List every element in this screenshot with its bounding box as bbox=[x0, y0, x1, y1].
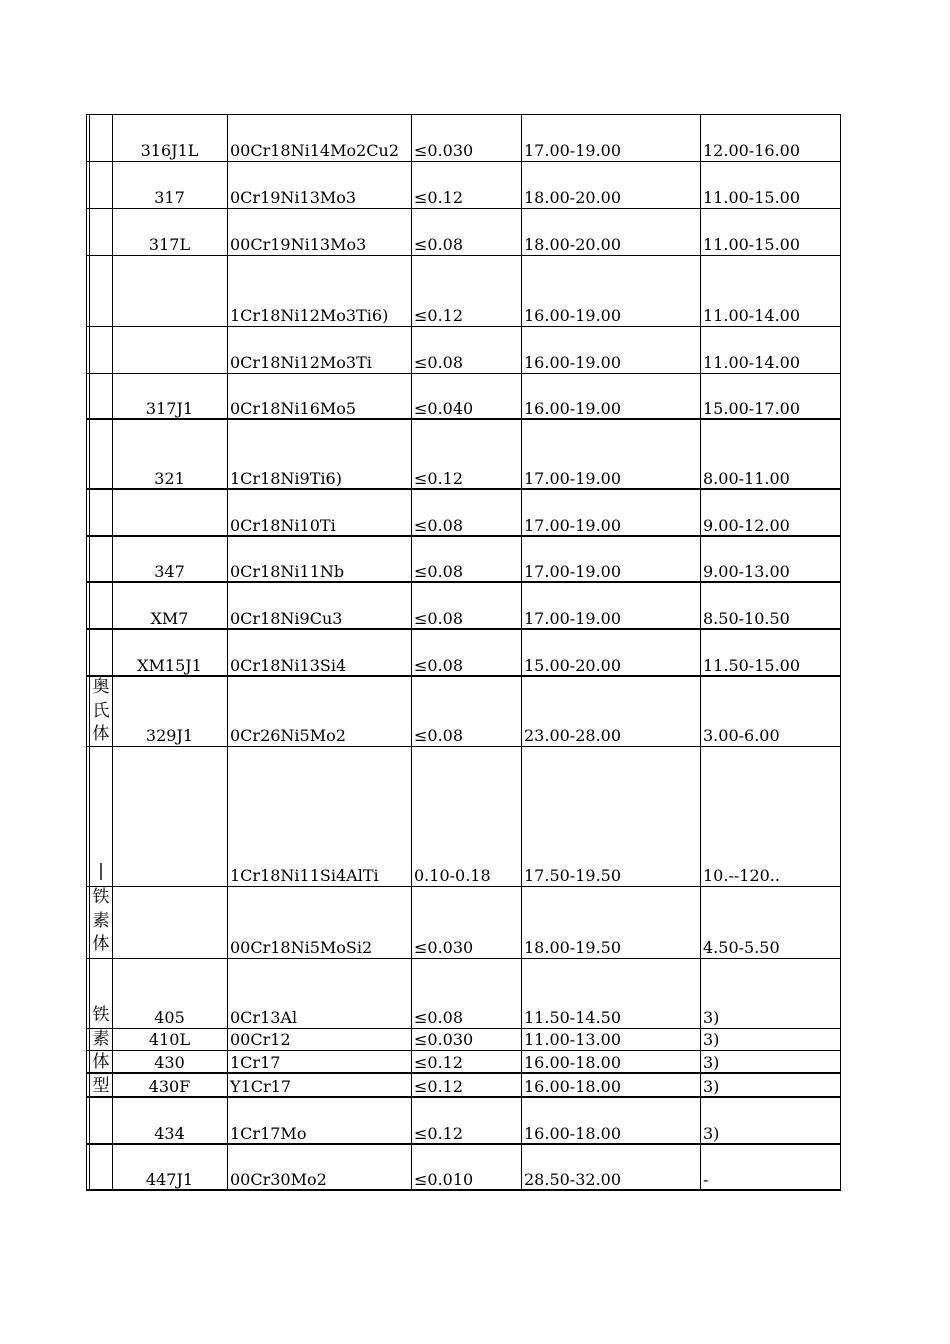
cell-grade: 347 bbox=[154, 562, 185, 581]
row-divider bbox=[86, 418, 841, 420]
cell-grade: 321 bbox=[154, 469, 185, 488]
row-divider bbox=[86, 373, 841, 374]
cell-designation: 1Cr17Mo bbox=[230, 1124, 307, 1143]
cell-designation: 0Cr18Ni9Cu3 bbox=[230, 609, 343, 628]
row-divider bbox=[86, 1143, 841, 1145]
category-label-austenite-ferrite: 铁 素 体 bbox=[92, 887, 110, 954]
cell-ni: 3) bbox=[703, 1124, 720, 1143]
category-label-austenite: 奥 氏 体 bbox=[92, 677, 110, 744]
cell-cr: 16.00-19.00 bbox=[524, 399, 622, 418]
row-divider bbox=[86, 1028, 841, 1029]
cell-c: ≤0.030 bbox=[414, 938, 474, 957]
cell-cr: 18.00-20.00 bbox=[524, 235, 622, 254]
cell-ni: 15.00-17.00 bbox=[703, 399, 801, 418]
category-label-ferrite: 铁 素 体 型 bbox=[92, 1005, 110, 1096]
row-divider bbox=[86, 746, 841, 747]
cell-cr: 15.00-20.00 bbox=[524, 656, 622, 675]
cell-grade: 329J1 bbox=[145, 726, 194, 745]
row-divider bbox=[86, 886, 841, 887]
cell-cr: 17.00-19.00 bbox=[524, 141, 622, 160]
cell-grade: 405 bbox=[154, 1008, 185, 1027]
cell-designation: 0Cr18Ni16Mo5 bbox=[230, 399, 357, 418]
cell-designation: 00Cr12 bbox=[230, 1030, 291, 1049]
cell-grade: 317J1 bbox=[145, 399, 194, 418]
row-divider bbox=[86, 1189, 841, 1191]
cell-ni: 11.00-14.00 bbox=[703, 306, 801, 325]
cell-c: ≤0.030 bbox=[414, 141, 474, 160]
row-divider bbox=[86, 255, 841, 256]
cell-cr: 17.00-19.00 bbox=[524, 469, 622, 488]
cell-designation: 0Cr26Ni5Mo2 bbox=[230, 726, 346, 745]
cell-grade: XM7 bbox=[150, 609, 189, 628]
row-divider bbox=[86, 628, 841, 630]
cell-ni: 9.00-12.00 bbox=[703, 516, 790, 535]
cell-c: ≤0.08 bbox=[414, 656, 464, 675]
cell-ni: 11.00-15.00 bbox=[703, 235, 801, 254]
column-divider bbox=[411, 114, 412, 1191]
cell-c: ≤0.12 bbox=[414, 1053, 464, 1072]
cell-cr: 18.00-19.50 bbox=[524, 938, 622, 957]
cell-ni: 3) bbox=[703, 1053, 720, 1072]
cell-grade: 434 bbox=[154, 1124, 185, 1143]
cell-ni: 9.00-13.00 bbox=[703, 562, 790, 581]
row-divider bbox=[86, 161, 841, 162]
cell-c: ≤0.12 bbox=[414, 1077, 464, 1096]
cell-cr: 28.50-32.00 bbox=[524, 1170, 622, 1189]
cell-c: ≤0.12 bbox=[414, 469, 464, 488]
cell-ni: 8.50-10.50 bbox=[703, 609, 790, 628]
cell-grade: 430 bbox=[154, 1053, 185, 1072]
row-divider bbox=[86, 208, 841, 209]
cell-grade: 316J1L bbox=[140, 141, 199, 160]
cell-ni: 3) bbox=[703, 1030, 720, 1049]
cell-ni: 11.50-15.00 bbox=[703, 656, 801, 675]
category-label-separator: | bbox=[98, 861, 104, 881]
cell-ni: 11.00-14.00 bbox=[703, 353, 801, 372]
cell-c: ≤0.08 bbox=[414, 235, 464, 254]
cell-cr: 17.00-19.00 bbox=[524, 609, 622, 628]
cell-grade: XM15J1 bbox=[137, 656, 202, 675]
cell-cr: 17.50-19.50 bbox=[524, 866, 622, 885]
cell-designation: 1Cr17 bbox=[230, 1053, 281, 1072]
cell-ni: 3.00-6.00 bbox=[703, 726, 780, 745]
cell-cr: 16.00-18.00 bbox=[524, 1053, 622, 1072]
cell-c: ≤0.08 bbox=[414, 1008, 464, 1027]
cell-designation: 0Cr18Ni10Ti bbox=[230, 516, 336, 535]
cell-c: ≤0.08 bbox=[414, 353, 464, 372]
row-divider bbox=[86, 1096, 841, 1098]
cell-cr: 16.00-19.00 bbox=[524, 306, 622, 325]
cell-ni: - bbox=[703, 1170, 709, 1189]
cell-grade: 317L bbox=[148, 235, 191, 254]
row-divider bbox=[86, 958, 841, 959]
cell-cr: 11.50-14.50 bbox=[524, 1008, 622, 1027]
cell-grade: 430F bbox=[148, 1077, 191, 1096]
cell-designation: 0Cr19Ni13Mo3 bbox=[230, 188, 357, 207]
cell-cr: 16.00-18.00 bbox=[524, 1077, 622, 1096]
cell-c: ≤0.12 bbox=[414, 306, 464, 325]
cell-ni: 8.00-11.00 bbox=[703, 469, 790, 488]
cell-c: ≤0.08 bbox=[414, 562, 464, 581]
column-divider bbox=[112, 114, 113, 1191]
row-divider bbox=[86, 581, 841, 583]
cell-cr: 17.00-19.00 bbox=[524, 562, 622, 581]
row-divider bbox=[86, 535, 841, 537]
cell-grade: 410L bbox=[148, 1030, 191, 1049]
cell-designation: 00Cr18Ni5MoSi2 bbox=[230, 938, 373, 957]
cell-designation: 0Cr13Al bbox=[230, 1008, 298, 1027]
cell-ni: 3) bbox=[703, 1077, 720, 1096]
cell-designation: 0Cr18Ni11Nb bbox=[230, 562, 345, 581]
cell-ni: 10.--120.. bbox=[703, 866, 780, 885]
grid-right-border bbox=[840, 114, 841, 1191]
row-divider bbox=[86, 675, 841, 677]
row-divider bbox=[86, 326, 841, 327]
column-divider bbox=[227, 114, 228, 1191]
cell-cr: 17.00-19.00 bbox=[524, 516, 622, 535]
cell-cr: 11.00-13.00 bbox=[524, 1030, 622, 1049]
row-divider bbox=[86, 1050, 841, 1051]
column-divider bbox=[700, 114, 701, 1191]
cell-designation: 1Cr18Ni12Mo3Ti6) bbox=[230, 306, 389, 325]
cell-ni: 11.00-15.00 bbox=[703, 188, 801, 207]
cell-c: ≤0.08 bbox=[414, 609, 464, 628]
cell-designation: 00Cr30Mo2 bbox=[230, 1170, 327, 1189]
cell-cr: 18.00-20.00 bbox=[524, 188, 622, 207]
cell-cr: 16.00-19.00 bbox=[524, 353, 622, 372]
cell-c: ≤0.12 bbox=[414, 1124, 464, 1143]
cell-c: 0.10-0.18 bbox=[414, 866, 491, 885]
cell-c: ≤0.08 bbox=[414, 516, 464, 535]
cell-designation: Y1Cr17 bbox=[230, 1077, 291, 1096]
cell-c: ≤0.040 bbox=[414, 399, 474, 418]
cell-grade: 447J1 bbox=[145, 1170, 194, 1189]
cell-cr: 23.00-28.00 bbox=[524, 726, 622, 745]
cell-ni: 4.50-5.50 bbox=[703, 938, 780, 957]
column-divider bbox=[521, 114, 522, 1191]
cell-designation: 1Cr18Ni9Ti6) bbox=[230, 469, 342, 488]
cell-ni: 3) bbox=[703, 1008, 720, 1027]
cell-c: ≤0.08 bbox=[414, 726, 464, 745]
cell-c: ≤0.12 bbox=[414, 188, 464, 207]
cell-designation: 0Cr18Ni12Mo3Ti bbox=[230, 353, 372, 372]
grid-left-border bbox=[86, 114, 87, 1191]
cell-c: ≤0.030 bbox=[414, 1030, 474, 1049]
cell-grade: 317 bbox=[154, 188, 185, 207]
cell-designation: 00Cr19Ni13Mo3 bbox=[230, 235, 367, 254]
row-divider bbox=[86, 1072, 841, 1074]
row-divider bbox=[86, 488, 841, 490]
grid-top-border bbox=[86, 114, 841, 115]
cell-c: ≤0.010 bbox=[414, 1170, 474, 1189]
cell-designation: 1Cr18Ni11Si4AlTi bbox=[230, 866, 379, 885]
cell-designation: 0Cr18Ni13Si4 bbox=[230, 656, 347, 675]
cell-ni: 12.00-16.00 bbox=[703, 141, 801, 160]
cell-cr: 16.00-18.00 bbox=[524, 1124, 622, 1143]
cell-designation: 00Cr18Ni14Mo2Cu2 bbox=[230, 141, 400, 160]
